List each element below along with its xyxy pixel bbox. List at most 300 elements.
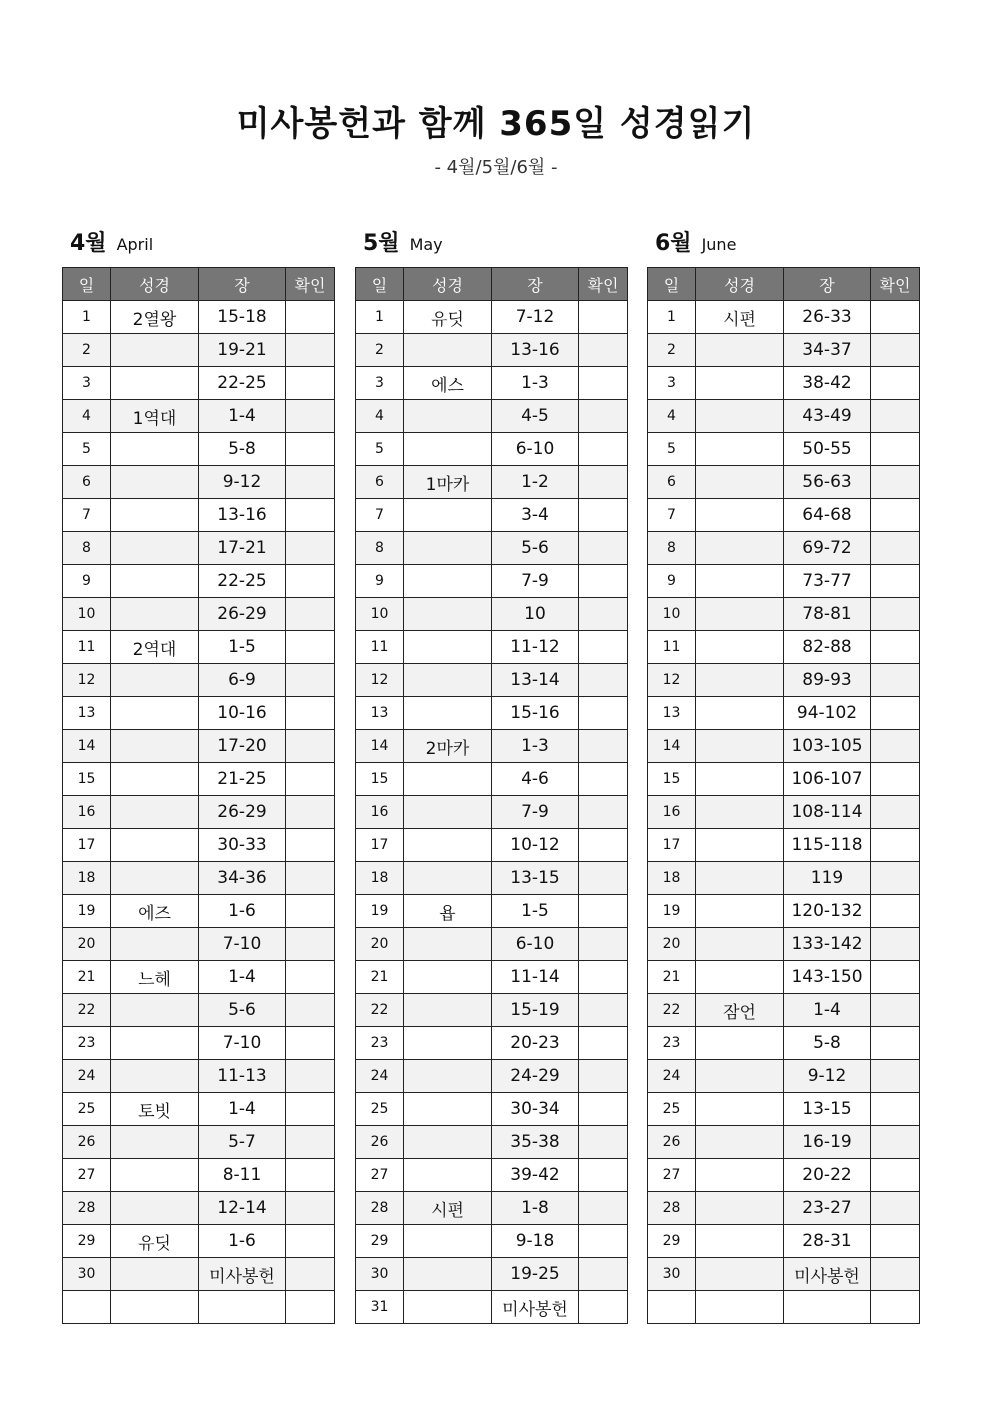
check-cell[interactable] bbox=[871, 1027, 920, 1060]
table-row bbox=[63, 664, 335, 697]
day-cell: 24 bbox=[356, 1060, 404, 1093]
check-cell[interactable] bbox=[579, 499, 628, 532]
chapter-cell: 78-81 bbox=[784, 598, 871, 631]
chapter-cell: 35-38 bbox=[492, 1126, 579, 1159]
book-cell bbox=[404, 1258, 492, 1291]
book-cell bbox=[696, 697, 784, 730]
book-cell bbox=[696, 664, 784, 697]
check-cell[interactable] bbox=[286, 631, 335, 664]
book-cell bbox=[404, 598, 492, 631]
book-cell bbox=[111, 829, 199, 862]
table-row bbox=[648, 1291, 920, 1324]
book-cell: 1마카 bbox=[404, 466, 492, 499]
book-cell bbox=[404, 928, 492, 961]
check-cell[interactable] bbox=[286, 763, 335, 796]
check-cell[interactable] bbox=[579, 334, 628, 367]
chapter-cell: 120-132 bbox=[784, 895, 871, 928]
check-cell[interactable] bbox=[286, 400, 335, 433]
chapter-cell: 13-16 bbox=[492, 334, 579, 367]
check-cell[interactable] bbox=[871, 400, 920, 433]
table-row bbox=[648, 565, 920, 598]
book-cell: 에스 bbox=[404, 367, 492, 400]
chapter-cell: 17-20 bbox=[199, 730, 286, 763]
check-cell[interactable] bbox=[579, 763, 628, 796]
table-row bbox=[648, 1060, 920, 1093]
day-cell: 29 bbox=[648, 1225, 696, 1258]
month-block-may bbox=[355, 226, 627, 1324]
check-cell[interactable] bbox=[871, 1192, 920, 1225]
table-row bbox=[63, 730, 335, 763]
check-cell[interactable] bbox=[579, 994, 628, 1027]
book-cell bbox=[111, 598, 199, 631]
check-cell[interactable] bbox=[871, 466, 920, 499]
table-row bbox=[63, 532, 335, 565]
table-header-row bbox=[63, 268, 335, 301]
day-cell: 25 bbox=[356, 1093, 404, 1126]
table-row bbox=[63, 1258, 335, 1291]
check-cell[interactable] bbox=[286, 1291, 335, 1324]
check-cell[interactable] bbox=[286, 1225, 335, 1258]
book-cell bbox=[696, 433, 784, 466]
check-cell[interactable] bbox=[286, 895, 335, 928]
book-cell bbox=[111, 499, 199, 532]
chapter-cell: 89-93 bbox=[784, 664, 871, 697]
book-cell bbox=[696, 400, 784, 433]
book-cell bbox=[696, 895, 784, 928]
check-cell[interactable] bbox=[871, 829, 920, 862]
table-row bbox=[356, 1192, 628, 1225]
book-cell bbox=[111, 796, 199, 829]
check-cell[interactable] bbox=[286, 994, 335, 1027]
book-cell: 1역대 bbox=[111, 400, 199, 433]
check-cell[interactable] bbox=[871, 1093, 920, 1126]
table-row bbox=[63, 1093, 335, 1126]
chapter-cell: 1-4 bbox=[784, 994, 871, 1027]
chapter-cell: 20-23 bbox=[492, 1027, 579, 1060]
check-cell[interactable] bbox=[579, 367, 628, 400]
reading-plan-table bbox=[647, 267, 920, 1324]
chapter-cell: 7-12 bbox=[492, 301, 579, 334]
check-cell[interactable] bbox=[286, 829, 335, 862]
day-cell: 5 bbox=[648, 433, 696, 466]
check-cell[interactable] bbox=[871, 301, 920, 334]
chapter-cell: 17-21 bbox=[199, 532, 286, 565]
page-title: 미사봉헌과 함께 365일 성경읽기 bbox=[236, 104, 756, 144]
table-row bbox=[648, 763, 920, 796]
check-cell[interactable] bbox=[286, 961, 335, 994]
check-cell[interactable] bbox=[286, 697, 335, 730]
check-cell[interactable] bbox=[579, 565, 628, 598]
check-cell[interactable] bbox=[579, 1159, 628, 1192]
book-cell bbox=[696, 730, 784, 763]
day-cell: 8 bbox=[356, 532, 404, 565]
check-cell[interactable] bbox=[871, 895, 920, 928]
table-row bbox=[63, 466, 335, 499]
table-row bbox=[648, 598, 920, 631]
table-row bbox=[356, 895, 628, 928]
table-row bbox=[356, 499, 628, 532]
check-cell[interactable] bbox=[871, 1258, 920, 1291]
book-cell bbox=[404, 631, 492, 664]
check-cell[interactable] bbox=[871, 334, 920, 367]
table-row bbox=[356, 334, 628, 367]
month-name-korean: 6월 bbox=[655, 231, 692, 256]
book-cell bbox=[404, 400, 492, 433]
day-cell: 5 bbox=[356, 433, 404, 466]
day-cell: 26 bbox=[63, 1126, 111, 1159]
chapter-cell: 11-13 bbox=[199, 1060, 286, 1093]
chapter-cell: 103-105 bbox=[784, 730, 871, 763]
book-cell bbox=[696, 1027, 784, 1060]
header-book: 성경 bbox=[696, 268, 784, 301]
book-cell bbox=[696, 928, 784, 961]
check-cell[interactable] bbox=[871, 367, 920, 400]
book-cell bbox=[111, 928, 199, 961]
check-cell[interactable] bbox=[871, 499, 920, 532]
day-cell bbox=[63, 1291, 111, 1324]
day-cell: 20 bbox=[648, 928, 696, 961]
book-cell: 에즈 bbox=[111, 895, 199, 928]
chapter-cell: 39-42 bbox=[492, 1159, 579, 1192]
book-cell bbox=[696, 1093, 784, 1126]
table-row bbox=[356, 1060, 628, 1093]
book-cell bbox=[696, 466, 784, 499]
table-row bbox=[63, 994, 335, 1027]
day-cell: 3 bbox=[63, 367, 111, 400]
day-cell: 10 bbox=[63, 598, 111, 631]
book-cell: 시편 bbox=[404, 1192, 492, 1225]
table-row bbox=[63, 862, 335, 895]
chapter-cell: 미사봉헌 bbox=[199, 1258, 286, 1291]
check-cell[interactable] bbox=[579, 598, 628, 631]
chapter-cell: 26-29 bbox=[199, 598, 286, 631]
check-cell[interactable] bbox=[286, 433, 335, 466]
book-cell: 잠언 bbox=[696, 994, 784, 1027]
day-cell: 30 bbox=[356, 1258, 404, 1291]
check-cell[interactable] bbox=[286, 730, 335, 763]
table-row bbox=[356, 532, 628, 565]
chapter-cell: 20-22 bbox=[784, 1159, 871, 1192]
chapter-cell: 5-7 bbox=[199, 1126, 286, 1159]
table-row bbox=[63, 1126, 335, 1159]
check-cell[interactable] bbox=[871, 1225, 920, 1258]
book-cell bbox=[696, 631, 784, 664]
day-cell: 3 bbox=[356, 367, 404, 400]
day-cell: 25 bbox=[63, 1093, 111, 1126]
check-cell[interactable] bbox=[871, 532, 920, 565]
day-cell: 7 bbox=[63, 499, 111, 532]
check-cell[interactable] bbox=[579, 532, 628, 565]
book-cell bbox=[111, 862, 199, 895]
check-cell[interactable] bbox=[871, 1291, 920, 1324]
day-cell: 29 bbox=[63, 1225, 111, 1258]
day-cell: 2 bbox=[356, 334, 404, 367]
day-cell: 19 bbox=[63, 895, 111, 928]
book-cell bbox=[404, 1093, 492, 1126]
chapter-cell: 69-72 bbox=[784, 532, 871, 565]
day-cell: 15 bbox=[356, 763, 404, 796]
table-row bbox=[648, 1225, 920, 1258]
check-cell[interactable] bbox=[286, 1060, 335, 1093]
table-row bbox=[356, 400, 628, 433]
check-cell[interactable] bbox=[286, 796, 335, 829]
book-cell bbox=[696, 1258, 784, 1291]
book-cell bbox=[696, 862, 784, 895]
check-cell[interactable] bbox=[871, 565, 920, 598]
chapter-cell: 1-3 bbox=[492, 730, 579, 763]
table-row bbox=[648, 829, 920, 862]
check-cell[interactable] bbox=[286, 565, 335, 598]
day-cell: 26 bbox=[356, 1126, 404, 1159]
table-row bbox=[356, 1225, 628, 1258]
check-cell[interactable] bbox=[579, 961, 628, 994]
check-cell[interactable] bbox=[286, 1192, 335, 1225]
table-row bbox=[63, 499, 335, 532]
check-cell[interactable] bbox=[579, 400, 628, 433]
book-cell bbox=[696, 598, 784, 631]
check-cell[interactable] bbox=[579, 829, 628, 862]
check-cell[interactable] bbox=[871, 928, 920, 961]
check-cell[interactable] bbox=[871, 1126, 920, 1159]
check-cell[interactable] bbox=[579, 1060, 628, 1093]
table-row bbox=[63, 433, 335, 466]
chapter-cell: 12-14 bbox=[199, 1192, 286, 1225]
check-cell[interactable] bbox=[286, 928, 335, 961]
book-cell bbox=[404, 1126, 492, 1159]
day-cell: 31 bbox=[356, 1291, 404, 1324]
book-cell bbox=[404, 1225, 492, 1258]
check-cell[interactable] bbox=[286, 499, 335, 532]
day-cell: 19 bbox=[648, 895, 696, 928]
check-cell[interactable] bbox=[871, 598, 920, 631]
check-cell[interactable] bbox=[579, 1126, 628, 1159]
header-book: 성경 bbox=[111, 268, 199, 301]
book-cell bbox=[111, 433, 199, 466]
chapter-cell: 1-4 bbox=[199, 1093, 286, 1126]
day-cell: 18 bbox=[648, 862, 696, 895]
chapter-cell: 1-8 bbox=[492, 1192, 579, 1225]
table-row bbox=[648, 796, 920, 829]
chapter-cell: 미사봉헌 bbox=[784, 1258, 871, 1291]
check-cell[interactable] bbox=[579, 664, 628, 697]
day-cell: 6 bbox=[648, 466, 696, 499]
chapter-cell: 1-5 bbox=[199, 631, 286, 664]
day-cell: 21 bbox=[356, 961, 404, 994]
book-cell bbox=[404, 433, 492, 466]
check-cell[interactable] bbox=[286, 862, 335, 895]
table-header-row bbox=[356, 268, 628, 301]
day-cell: 17 bbox=[63, 829, 111, 862]
table-row bbox=[63, 1060, 335, 1093]
table-row bbox=[648, 862, 920, 895]
check-cell[interactable] bbox=[286, 532, 335, 565]
check-cell[interactable] bbox=[579, 1093, 628, 1126]
chapter-cell: 34-36 bbox=[199, 862, 286, 895]
chapter-cell: 19-25 bbox=[492, 1258, 579, 1291]
day-cell: 19 bbox=[356, 895, 404, 928]
day-cell: 2 bbox=[63, 334, 111, 367]
check-cell[interactable] bbox=[579, 433, 628, 466]
book-cell bbox=[404, 1159, 492, 1192]
day-cell: 1 bbox=[63, 301, 111, 334]
book-cell bbox=[111, 763, 199, 796]
day-cell: 11 bbox=[356, 631, 404, 664]
day-cell: 23 bbox=[63, 1027, 111, 1060]
check-cell[interactable] bbox=[871, 1159, 920, 1192]
chapter-cell: 9-12 bbox=[784, 1060, 871, 1093]
chapter-cell: 9-18 bbox=[492, 1225, 579, 1258]
check-cell[interactable] bbox=[579, 730, 628, 763]
book-cell bbox=[111, 1060, 199, 1093]
chapter-cell: 1-6 bbox=[199, 1225, 286, 1258]
table-row bbox=[63, 367, 335, 400]
book-cell bbox=[404, 499, 492, 532]
book-cell bbox=[696, 829, 784, 862]
book-cell bbox=[696, 1060, 784, 1093]
table-row bbox=[356, 697, 628, 730]
book-cell bbox=[111, 664, 199, 697]
day-cell: 13 bbox=[63, 697, 111, 730]
check-cell[interactable] bbox=[579, 466, 628, 499]
check-cell[interactable] bbox=[579, 301, 628, 334]
chapter-cell: 13-15 bbox=[492, 862, 579, 895]
table-row bbox=[356, 796, 628, 829]
chapter-cell: 11-12 bbox=[492, 631, 579, 664]
check-cell[interactable] bbox=[871, 796, 920, 829]
book-cell bbox=[696, 334, 784, 367]
table-row bbox=[356, 1258, 628, 1291]
check-cell[interactable] bbox=[871, 730, 920, 763]
check-cell[interactable] bbox=[871, 697, 920, 730]
table-row bbox=[356, 367, 628, 400]
check-cell[interactable] bbox=[286, 334, 335, 367]
table-row bbox=[648, 1126, 920, 1159]
month-block-june bbox=[647, 226, 919, 1324]
chapter-cell: 26-29 bbox=[199, 796, 286, 829]
chapter-cell: 11-14 bbox=[492, 961, 579, 994]
day-cell: 8 bbox=[63, 532, 111, 565]
day-cell: 15 bbox=[648, 763, 696, 796]
check-cell[interactable] bbox=[871, 631, 920, 664]
check-cell[interactable] bbox=[579, 697, 628, 730]
check-cell[interactable] bbox=[579, 895, 628, 928]
check-cell[interactable] bbox=[871, 664, 920, 697]
chapter-cell: 6-9 bbox=[199, 664, 286, 697]
chapter-cell bbox=[784, 1291, 871, 1324]
check-cell[interactable] bbox=[579, 1258, 628, 1291]
table-row bbox=[356, 730, 628, 763]
day-cell: 28 bbox=[356, 1192, 404, 1225]
header-day: 일 bbox=[648, 268, 696, 301]
header-check: 확인 bbox=[871, 268, 920, 301]
day-cell: 17 bbox=[356, 829, 404, 862]
chapter-cell: 7-9 bbox=[492, 565, 579, 598]
check-cell[interactable] bbox=[871, 433, 920, 466]
book-cell bbox=[404, 862, 492, 895]
check-cell[interactable] bbox=[579, 862, 628, 895]
table-row bbox=[63, 697, 335, 730]
day-cell: 9 bbox=[648, 565, 696, 598]
book-cell bbox=[111, 1291, 199, 1324]
check-cell[interactable] bbox=[286, 1159, 335, 1192]
chapter-cell: 22-25 bbox=[199, 367, 286, 400]
table-header-row bbox=[648, 268, 920, 301]
table-row bbox=[648, 928, 920, 961]
check-cell[interactable] bbox=[579, 1192, 628, 1225]
chapter-cell: 3-4 bbox=[492, 499, 579, 532]
day-cell: 13 bbox=[356, 697, 404, 730]
check-cell[interactable] bbox=[286, 1258, 335, 1291]
chapter-cell: 108-114 bbox=[784, 796, 871, 829]
check-cell[interactable] bbox=[286, 598, 335, 631]
chapter-cell bbox=[199, 1291, 286, 1324]
chapter-cell: 30-33 bbox=[199, 829, 286, 862]
day-cell: 12 bbox=[648, 664, 696, 697]
check-cell[interactable] bbox=[286, 367, 335, 400]
check-cell[interactable] bbox=[871, 763, 920, 796]
table-row bbox=[648, 1093, 920, 1126]
check-cell[interactable] bbox=[286, 664, 335, 697]
book-cell bbox=[696, 1225, 784, 1258]
day-cell: 6 bbox=[356, 466, 404, 499]
book-cell bbox=[404, 763, 492, 796]
check-cell[interactable] bbox=[871, 1060, 920, 1093]
check-cell[interactable] bbox=[286, 1027, 335, 1060]
day-cell: 30 bbox=[648, 1258, 696, 1291]
chapter-cell: 30-34 bbox=[492, 1093, 579, 1126]
check-cell[interactable] bbox=[871, 862, 920, 895]
check-cell[interactable] bbox=[579, 1027, 628, 1060]
check-cell[interactable] bbox=[579, 1225, 628, 1258]
check-cell[interactable] bbox=[286, 1126, 335, 1159]
day-cell: 2 bbox=[648, 334, 696, 367]
day-cell: 21 bbox=[648, 961, 696, 994]
chapter-cell: 21-25 bbox=[199, 763, 286, 796]
book-cell bbox=[111, 466, 199, 499]
check-cell[interactable] bbox=[286, 1093, 335, 1126]
check-cell[interactable] bbox=[579, 928, 628, 961]
chapter-cell: 73-77 bbox=[784, 565, 871, 598]
chapter-cell: 23-27 bbox=[784, 1192, 871, 1225]
chapter-cell: 56-63 bbox=[784, 466, 871, 499]
chapter-cell: 94-102 bbox=[784, 697, 871, 730]
chapter-cell: 15-18 bbox=[199, 301, 286, 334]
book-cell bbox=[111, 1159, 199, 1192]
month-block-april bbox=[62, 226, 334, 1324]
check-cell[interactable] bbox=[286, 301, 335, 334]
check-cell[interactable] bbox=[579, 631, 628, 664]
table-row bbox=[648, 1192, 920, 1225]
table-row bbox=[356, 1027, 628, 1060]
chapter-cell: 115-118 bbox=[784, 829, 871, 862]
chapter-cell: 1-4 bbox=[199, 961, 286, 994]
table-row bbox=[356, 961, 628, 994]
chapter-cell: 26-33 bbox=[784, 301, 871, 334]
book-cell bbox=[696, 1291, 784, 1324]
table-row bbox=[356, 598, 628, 631]
check-cell[interactable] bbox=[579, 796, 628, 829]
book-cell bbox=[111, 532, 199, 565]
book-cell: 유딧 bbox=[111, 1225, 199, 1258]
chapter-cell: 13-14 bbox=[492, 664, 579, 697]
table-row bbox=[648, 334, 920, 367]
day-cell: 1 bbox=[356, 301, 404, 334]
check-cell[interactable] bbox=[871, 994, 920, 1027]
check-cell[interactable] bbox=[871, 961, 920, 994]
check-cell[interactable] bbox=[286, 466, 335, 499]
check-cell[interactable] bbox=[579, 1291, 628, 1324]
table-row bbox=[356, 1093, 628, 1126]
